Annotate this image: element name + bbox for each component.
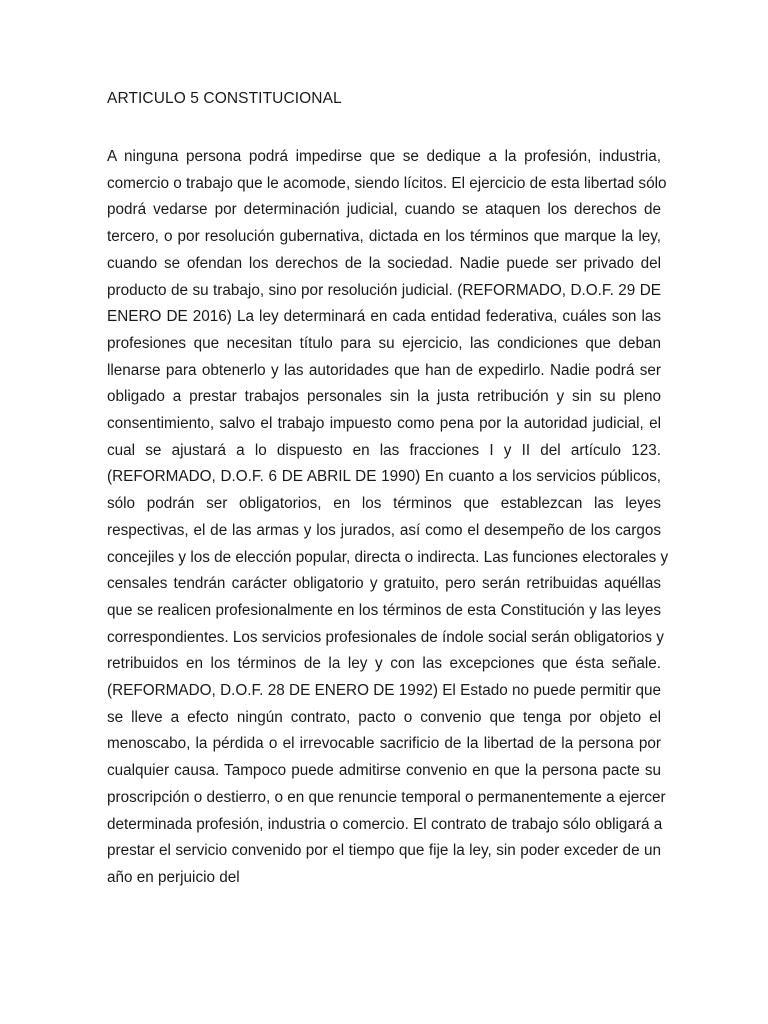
text-line: (REFORMADO, D.O.F. 6 DE ABRIL DE 1990) En cuanto a los servicios públicos, [107,468,661,486]
text-line: profesiones que necesitan título para su ejercicio, las condiciones que deban [107,334,661,352]
text-line: ENERO DE 2016) La ley determinará en cada entidad federativa, cuáles son las [107,308,661,326]
text-line: correspondientes. Los servicios profesionales de índole social serán obligatorios y [107,628,664,646]
text-line: concejiles y los de elección popular, directa o indirecta. Las funciones electorales y [107,548,669,566]
text-line: tercero, o por resolución gubernativa, dictada en los términos que marque la ley, [107,228,661,246]
document-title: ARTICULO 5 CONSTITUCIONAL [107,90,342,107]
text-line: podrá vedarse por determinación judicial, cuando se ataquen los derechos de [107,201,661,219]
text-line: se lleve a efecto ningún contrato, pacto o convenio que tenga por objeto el [107,708,661,726]
text-line: proscripción o destierro, o en que renuncie temporal o permanentemente a ejercer [107,788,666,806]
text-line: comercio o trabajo que le acomode, siendo lícitos. El ejercicio de esta libertad sólo [107,174,667,192]
text-line: cual se ajustará a lo dispuesto en las fracciones I y II del artículo 123. [107,441,661,459]
text-line: A ninguna persona podrá impedirse que se dedique a la profesión, industria, [107,148,661,165]
text-line: llenarse para obtenerlo y las autoridades que han de expedirlo. Nadie podrá ser [107,361,661,379]
text-line: obligado a prestar trabajos personales sin la justa retribución y sin su pleno [107,388,661,406]
text-line: producto de su trabajo, sino por resolución judicial. (REFORMADO, D.O.F. 29 DE [107,281,661,299]
text-line: sólo podrán ser obligatorios, en los términos que establezcan las leyes [107,495,661,513]
article-body [107,144,669,892]
text-line: censales tendrán carácter obligatorio y gratuito, pero serán retribuidas aquéllas [107,575,661,593]
text-line: consentimiento, salvo el trabajo impuesto como pena por la autoridad judicial, el [107,415,661,433]
text-line: menoscabo, la pérdida o el irrevocable sacrificio de la libertad de la persona por [107,735,661,753]
text-line: (REFORMADO, D.O.F. 28 DE ENERO DE 1992) El Estado no puede permitir que [107,682,661,700]
text-line: que se realicen profesionalmente en los términos de esta Constitución y las leyes [107,601,661,619]
text-line: determinada profesión, industria o comercio. El contrato de trabajo sólo obligará a [107,815,663,833]
text-line: cualquier causa. Tampoco puede admitirse convenio en que la persona pacte su [107,762,661,780]
text-line: retribuidos en los términos de la ley y con las excepciones que ésta señale. [107,655,661,673]
text-line: año en perjuicio del [107,868,240,886]
text-line: prestar el servicio convenido por el tiempo que fije la ley, sin poder exceder de un [107,842,661,860]
text-line: respectivas, el de las armas y los jurados, así como el desempeño de los cargos [107,521,661,539]
text-line: cuando se ofendan los derechos de la sociedad. Nadie puede ser privado del [107,254,661,272]
